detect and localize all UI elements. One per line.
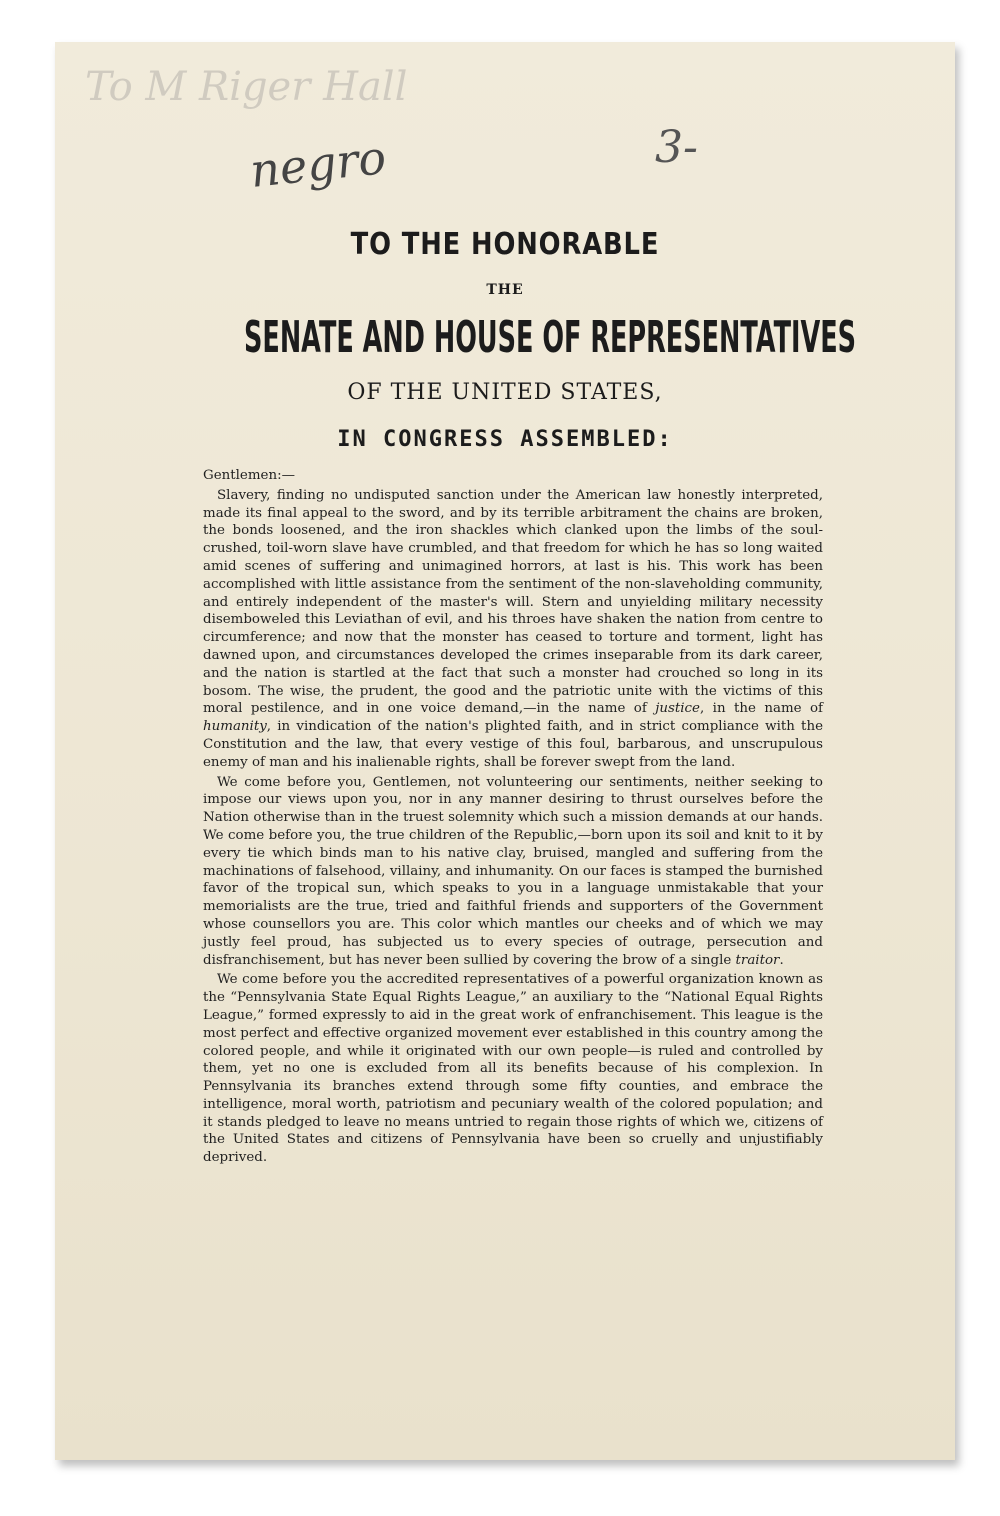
paragraph-1	[203, 487, 823, 772]
salutation: Gentlemen:—	[203, 468, 295, 483]
heading-line-2: THE	[486, 282, 524, 298]
heading-line-3: SENATE AND HOUSE OF REPRESENTATIVES	[244, 312, 857, 363]
emphasis-humanity: humanity	[203, 719, 267, 735]
memorial-body	[203, 467, 823, 1167]
paragraph-1-text-a: Slavery, finding no undisputed sanction under the American law honestly interpreted, made its final appeal to the sword, and by its terrible arbitrament the chains are broken, the bonds loosened, and the iron shackles which clanked upon the limbs of the soul-crushed, toil-worn slave have crumbled, and that freedom for which he has so long waited amid scenes of suffering and unimagined horrors, at last is his. This work has been accomplished with little assistance from the sentiment of the non-slaveholding community, and entirely independent of the master's will. Stern and unyielding military necessity disemboweled this Leviathan of evil, and his throes have shaken the nation from centre to circumference; and now that the monster has ceased to torture and torment, light has dawned upon, and circumstances developed the crimes inseparable from its dark career, and the nation is startled at the fact that such a monster had crouched so long in its bosom. The wise, the prudent, the good and the patriotic unite with the victims of this moral pestilence, and in one voice demand,—in the name of	[203, 487, 823, 717]
heading-line-5: IN CONGRESS ASSEMBLED:	[337, 427, 673, 452]
handwritten-number: 3-	[655, 122, 698, 173]
heading-line-4: OF THE UNITED STATES,	[347, 380, 663, 405]
paragraph-3: We come before you the accredited representatives of a powerful organization known as the “Pennsylvania State Equal Rights League,” an auxiliary to the “National Equal Rights League,” formed expressly to aid in the great work of enfranchisement. This league is the most perfect and effective organized movement ever established in this country among the colored people, and while it originated with our own people—is ruled and controlled by them, yet no one is excluded from all its benefits because of his complexion. In Pennsylvania its branches extend through some fifty counties, and embrace the intelligence, moral worth, patriotism and pecuniary wealth of the colored population; and it stands pledged to leave no means untried to regain those rights of which we, citizens of the United States and citizens of Pennsylvania have been so cruelly and unjustifiably deprived.	[203, 972, 823, 1166]
emphasis-justice: justice	[655, 701, 700, 717]
paragraph-1-text-b: , in the name of	[700, 701, 823, 717]
paragraph-1-text-c: , in vindication of the nation's plighted faith, and in strict compliance with the Constitution and the law, that every vestige of this foul, barbarous, and unscrupulous enemy of man and his inalienable rights, shall be forever swept from the land.	[203, 719, 823, 770]
document-page	[55, 42, 955, 1460]
heading-line-1: TO THE HONORABLE	[350, 227, 660, 262]
paragraph-2	[203, 774, 823, 970]
handwritten-annotation: negro	[247, 130, 389, 198]
emphasis-traitor: traitor	[735, 952, 780, 968]
faint-handwritten-inscription: To M Riger Hall	[85, 64, 408, 110]
paragraph-2-text-b: .	[779, 952, 784, 968]
paragraph-2-text-a: We come before you, Gentlemen, not volunteering our sentiments, neither seeking to impose our views upon you, nor in any manner desiring to thrust ourselves before the Nation otherwise than in the truest solemnity which such a mission demands at our hands. We come before you, the true children of the Republic,—born upon its soil and knit to it by every tie which binds man to his native clay, bruised, mangled and suffering from the machinations of falsehood, villainy, and inhumanity. On our faces is stamped the burnished favor of the tropical sun, which speaks to you in a language unmistakable that your memorialists are the true, tried and faithful friends and supporters of the Government whose counsellors you are. This color which mantles our cheeks and of which we may justly feel proud, has subjected us to every species of outrage, persecution and disfranchisement, but has never been sullied by covering the brow of a single	[203, 774, 823, 968]
